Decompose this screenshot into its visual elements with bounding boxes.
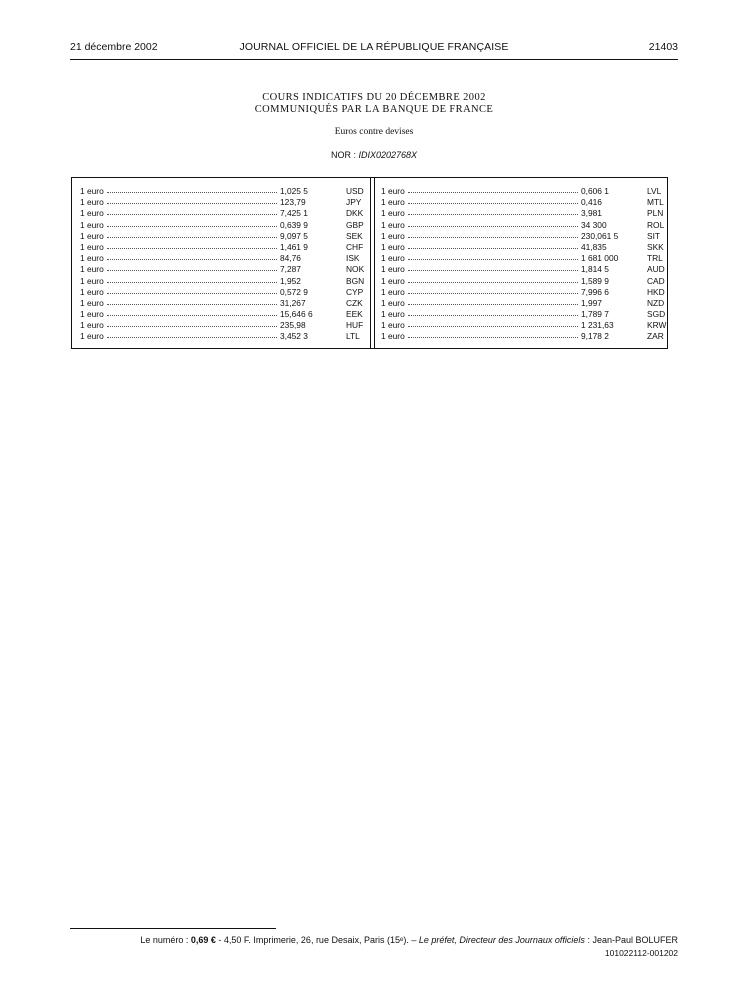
rate-value: 3,452 3 (280, 331, 308, 342)
rate-value: 0,639 9 (280, 219, 308, 230)
rate-value: 0,606 1 (581, 186, 609, 196)
rate-label: 1 euro (381, 208, 405, 219)
rate-value: 123,79 (280, 197, 306, 208)
dot-leader (408, 191, 578, 193)
rate-row (381, 186, 669, 197)
dot-leader (107, 269, 277, 271)
page-header (70, 41, 678, 57)
rate-row (381, 287, 669, 298)
currency-code: KRW (647, 320, 667, 331)
currency-code: LTL (346, 331, 360, 342)
rate-value: 34 300 (581, 219, 607, 230)
currency-code: BGN (346, 275, 365, 286)
dot-leader (107, 202, 277, 204)
currency-code: NOK (346, 264, 365, 275)
dot-leader (107, 336, 277, 338)
rate-value: 230,061 5 (581, 230, 619, 241)
rate-label: 1 euro (80, 264, 104, 275)
rate-row (80, 264, 368, 275)
rate-row (80, 186, 368, 197)
dot-leader (107, 258, 277, 260)
currency-code: SIT (647, 230, 661, 241)
currency-code: MTL (647, 197, 664, 208)
rate-row (80, 287, 368, 298)
rate-label: 1 euro (80, 186, 104, 196)
rate-row (381, 220, 669, 231)
rate-label: 1 euro (381, 219, 405, 230)
dot-leader (107, 281, 277, 283)
dot-leader (408, 303, 578, 305)
dot-leader (408, 202, 578, 204)
rate-value: 0,572 9 (280, 286, 308, 297)
currency-code: HUF (346, 320, 364, 331)
rate-row (381, 197, 669, 208)
rate-label: 1 euro (381, 331, 405, 342)
dot-leader (107, 236, 277, 238)
rate-label: 1 euro (381, 297, 405, 308)
rate-row (381, 242, 669, 253)
dot-leader (408, 292, 578, 294)
dot-leader (107, 325, 277, 327)
rate-value: 31,267 (280, 297, 306, 308)
rate-label: 1 euro (381, 320, 405, 331)
rate-value: 1,589 9 (581, 275, 609, 286)
footer-document-code: 101022112-001202 (604, 948, 678, 958)
rate-row (381, 309, 669, 320)
rate-value: 1,952 (280, 275, 301, 286)
dot-leader (408, 325, 578, 327)
rate-label: 1 euro (80, 197, 104, 208)
dot-leader (408, 336, 578, 338)
dot-leader (107, 225, 277, 227)
rate-row (381, 231, 669, 242)
rate-value: 0,416 (581, 197, 602, 208)
rate-value: 84,76 (280, 253, 301, 264)
column-divider (370, 178, 375, 348)
dot-leader (107, 303, 277, 305)
currency-code: AUD (647, 264, 665, 275)
rate-label: 1 euro (80, 253, 104, 264)
rate-row (80, 220, 368, 231)
dot-leader (408, 258, 578, 260)
rate-label: 1 euro (381, 230, 405, 241)
document-title-line-2: COMMUNIQUÉS PAR LA BANQUE DE FRANCE (254, 104, 494, 115)
rate-value: 1,789 7 (581, 309, 609, 320)
rate-label: 1 euro (381, 197, 405, 208)
rate-label: 1 euro (80, 230, 104, 241)
currency-code: GBP (346, 219, 364, 230)
rate-label: 1 euro (381, 275, 405, 286)
exchange-rates-table (71, 177, 668, 349)
dot-leader (408, 247, 578, 249)
footer-price-label: Le numéro : (140, 935, 189, 945)
currency-code: HKD (647, 286, 665, 297)
rate-label: 1 euro (80, 286, 104, 297)
footer-printer: - 4,50 F. Imprimerie, 26, rue Desaix, Paris (15ᵉ). – (218, 935, 417, 945)
dot-leader (408, 269, 578, 271)
rate-row (381, 298, 669, 309)
document-subtitle: Euros contre devises (334, 127, 414, 137)
dot-leader (107, 292, 277, 294)
rate-value: 1,814 5 (581, 264, 609, 275)
dot-leader (107, 247, 277, 249)
rates-column-right (381, 186, 669, 343)
rate-value: 235,98 (280, 320, 306, 331)
currency-code: ROL (647, 219, 665, 230)
rate-row (381, 331, 669, 342)
footer-signer-title: Le préfet, Directeur des Journaux officiels (418, 935, 585, 945)
header-journal-title: JOURNAL OFFICIEL DE LA RÉPUBLIQUE FRANÇAISE (239, 41, 509, 53)
footer-price: 0,69 € (190, 935, 216, 945)
dot-leader (107, 213, 277, 215)
rate-value: 41,835 (581, 241, 607, 252)
currency-code: CAD (647, 275, 665, 286)
rate-label: 1 euro (381, 264, 405, 275)
currency-code: SKK (647, 241, 664, 252)
rate-value: 9,097 5 (280, 230, 308, 241)
rate-row (381, 264, 669, 275)
header-date: 21 décembre 2002 (70, 41, 158, 53)
rate-label: 1 euro (80, 309, 104, 320)
rate-value: 1,461 9 (280, 241, 308, 252)
rate-value: 7,996 6 (581, 286, 609, 297)
dot-leader (408, 314, 578, 316)
dot-leader (408, 281, 578, 283)
currency-code: JPY (346, 197, 362, 208)
header-rule (70, 59, 678, 60)
dot-leader (107, 314, 277, 316)
rate-row (381, 253, 669, 264)
rates-column-left (80, 186, 368, 343)
currency-code: SEK (346, 230, 363, 241)
nor-value: IDIX0202768X (358, 150, 418, 160)
rate-label: 1 euro (381, 286, 405, 297)
dot-leader (107, 191, 277, 193)
rate-label: 1 euro (80, 297, 104, 308)
rate-row (80, 208, 368, 219)
nor-label: NOR : (330, 150, 356, 160)
rate-row (80, 276, 368, 287)
currency-code: LVL (647, 186, 662, 196)
rate-label: 1 euro (80, 331, 104, 342)
currency-code: ZAR (647, 331, 664, 342)
rate-label: 1 euro (80, 219, 104, 230)
rate-row (381, 276, 669, 287)
rate-value: 7,287 (280, 264, 301, 275)
currency-code: CHF (346, 241, 364, 252)
currency-code: ISK (346, 253, 360, 264)
rate-label: 1 euro (80, 320, 104, 331)
currency-code: CZK (346, 297, 363, 308)
rate-row (80, 331, 368, 342)
rate-label: 1 euro (381, 241, 405, 252)
rate-label: 1 euro (80, 241, 104, 252)
footer-rule (70, 928, 276, 929)
currency-code: TRL (647, 253, 663, 264)
dot-leader (408, 213, 578, 215)
header-page-number: 21403 (648, 41, 678, 53)
rate-value: 1 231,63 (581, 320, 614, 331)
rate-value: 3,981 (581, 208, 602, 219)
rate-value: 1,025 5 (280, 186, 308, 196)
currency-code: SGD (647, 309, 666, 320)
rate-row (80, 309, 368, 320)
currency-code: EEK (346, 309, 363, 320)
rate-value: 1,997 (581, 297, 602, 308)
rate-row (80, 242, 368, 253)
rate-row (80, 253, 368, 264)
rate-value: 7,425 1 (280, 208, 308, 219)
rate-label: 1 euro (80, 208, 104, 219)
rate-label: 1 euro (381, 309, 405, 320)
rate-row (80, 197, 368, 208)
rate-value: 1 681 000 (581, 253, 619, 264)
footer-signer-name: : Jean-Paul BOLUFER (587, 935, 678, 945)
currency-code: PLN (647, 208, 664, 219)
footer-imprint (70, 935, 678, 945)
currency-code: USD (346, 186, 364, 196)
rate-label: 1 euro (381, 253, 405, 264)
rate-label: 1 euro (381, 186, 405, 196)
rate-value: 15,646 6 (280, 309, 313, 320)
rate-row (80, 298, 368, 309)
document-title-line-1: COURS INDICATIFS DU 20 DÉCEMBRE 2002 (262, 92, 486, 103)
rate-row (80, 231, 368, 242)
rate-value: 9,178 2 (581, 331, 609, 342)
currency-code: DKK (346, 208, 364, 219)
rate-row (381, 320, 669, 331)
dot-leader (408, 236, 578, 238)
rate-row (381, 208, 669, 219)
nor-reference (70, 150, 678, 160)
currency-code: CYP (346, 286, 364, 297)
rate-label: 1 euro (80, 275, 104, 286)
dot-leader (408, 225, 578, 227)
currency-code: NZD (647, 297, 665, 308)
rate-row (80, 320, 368, 331)
